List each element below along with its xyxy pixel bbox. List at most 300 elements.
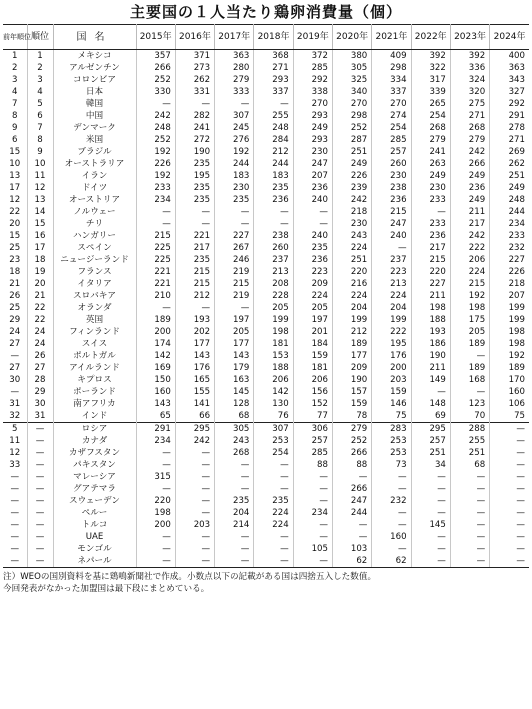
table-row <box>3 507 529 519</box>
table-row <box>3 519 529 531</box>
value-cell: 363 <box>215 50 254 63</box>
value-cell: 227 <box>215 230 254 242</box>
country-cell: スロバキア <box>53 290 136 302</box>
value-cell: 214 <box>215 519 254 531</box>
value-cell: — <box>175 302 214 314</box>
table-row <box>3 194 529 206</box>
value-cell: 68 <box>450 459 489 471</box>
value-cell: 280 <box>215 62 254 74</box>
value-cell: 251 <box>411 447 450 459</box>
value-cell: 247 <box>293 158 332 170</box>
value-cell: 77 <box>293 410 332 423</box>
value-cell: 177 <box>175 338 214 350</box>
value-cell: 298 <box>372 62 411 74</box>
value-cell: 284 <box>254 134 293 146</box>
prev-rank-cell: 10 <box>3 158 27 170</box>
table-row <box>3 447 529 459</box>
table-header-row <box>3 25 529 50</box>
value-cell: 409 <box>372 50 411 63</box>
prev-rank-cell: 31 <box>3 398 27 410</box>
value-cell: 227 <box>411 278 450 290</box>
country-cell: デンマーク <box>53 122 136 134</box>
country-cell: 英国 <box>53 314 136 326</box>
value-cell: 160 <box>136 386 175 398</box>
prev-rank-cell: — <box>3 555 27 568</box>
table-row <box>3 98 529 110</box>
value-cell: 266 <box>332 483 371 495</box>
value-cell: 306 <box>293 423 332 436</box>
rank-cell: 3 <box>27 74 53 86</box>
country-cell: ドイツ <box>53 182 136 194</box>
rank-cell: — <box>27 555 53 568</box>
value-cell: 283 <box>372 423 411 436</box>
rank-cell: — <box>27 483 53 495</box>
prev-rank-cell: 7 <box>3 98 27 110</box>
value-cell: 189 <box>332 338 371 350</box>
value-cell: 213 <box>372 278 411 290</box>
value-cell: 241 <box>175 122 214 134</box>
value-cell: 285 <box>293 62 332 74</box>
rank-cell: 12 <box>27 182 53 194</box>
prev-rank-cell: 27 <box>3 362 27 374</box>
value-cell: 338 <box>293 86 332 98</box>
table-row <box>3 410 529 423</box>
value-cell: 202 <box>175 326 214 338</box>
value-cell: 243 <box>332 230 371 242</box>
value-cell: 65 <box>136 410 175 423</box>
value-cell: 211 <box>450 206 489 218</box>
value-cell: 265 <box>411 98 450 110</box>
value-cell: 320 <box>450 86 489 98</box>
value-cell: 252 <box>332 435 371 447</box>
prev-rank-cell: 13 <box>3 170 27 182</box>
value-cell: 218 <box>332 206 371 218</box>
value-cell: 199 <box>508 315 525 325</box>
rank-cell: 18 <box>27 254 53 266</box>
value-cell: 215 <box>215 278 254 290</box>
value-cell: 170 <box>508 375 525 385</box>
value-cell: 189 <box>450 362 489 374</box>
value-cell: 266 <box>332 447 371 459</box>
value-cell: 146 <box>372 398 411 410</box>
value-cell: 204 <box>332 302 371 314</box>
value-cell: — <box>215 302 254 314</box>
value-cell: 215 <box>175 266 214 278</box>
value-cell: 257 <box>411 435 450 447</box>
country-cell: ポーランド <box>53 386 136 398</box>
value-cell: 236 <box>254 194 293 206</box>
value-cell: 234 <box>293 507 332 519</box>
value-cell: 238 <box>254 230 293 242</box>
prev-rank-cell: 9 <box>3 122 27 134</box>
country-cell: トルコ <box>53 519 136 531</box>
value-cell: 203 <box>372 374 411 386</box>
value-cell: 217 <box>450 218 489 230</box>
prev-rank-cell: 6 <box>3 134 27 146</box>
value-cell: 198 <box>508 327 525 337</box>
value-cell: — <box>293 206 332 218</box>
value-cell: — <box>215 98 254 110</box>
value-cell: 242 <box>450 146 489 158</box>
value-cell: 240 <box>372 230 411 242</box>
value-cell: 224 <box>254 519 293 531</box>
table-row <box>3 62 529 74</box>
table-row <box>3 182 529 194</box>
value-cell: 205 <box>450 326 489 338</box>
table-row <box>3 266 529 278</box>
header-year: 2016年 <box>175 25 214 50</box>
value-cell: 252 <box>136 74 175 86</box>
value-cell: 206 <box>293 374 332 386</box>
value-cell: 252 <box>332 122 371 134</box>
value-cell: — <box>215 218 254 230</box>
table-row <box>3 495 529 507</box>
table-row <box>3 362 529 374</box>
value-cell: — <box>254 206 293 218</box>
value-cell: 253 <box>372 447 411 459</box>
value-cell: 279 <box>450 134 489 146</box>
prev-rank-cell: 5 <box>3 423 27 436</box>
value-cell: 251 <box>450 447 489 459</box>
value-cell: — <box>175 98 214 110</box>
value-cell: 192 <box>136 146 175 158</box>
value-cell: — <box>516 496 525 506</box>
value-cell: 245 <box>215 122 254 134</box>
country-cell: スウェーデン <box>53 495 136 507</box>
value-cell: 270 <box>293 98 332 110</box>
value-cell: 254 <box>411 110 450 122</box>
value-cell: 276 <box>215 134 254 146</box>
value-cell: 163 <box>215 374 254 386</box>
value-cell: 372 <box>293 50 332 63</box>
header-year: 2020年 <box>332 25 371 50</box>
value-cell: 254 <box>372 122 411 134</box>
country-cell: オーストラリア <box>53 158 136 170</box>
value-cell: 198 <box>136 507 175 519</box>
table-row <box>3 483 529 495</box>
table-row <box>3 110 529 122</box>
value-cell: 221 <box>136 266 175 278</box>
country-cell: 日本 <box>53 86 136 98</box>
value-cell: 176 <box>175 362 214 374</box>
prev-rank-cell: — <box>3 471 27 483</box>
header-year: 2023年 <box>450 25 489 50</box>
value-cell: 236 <box>411 230 450 242</box>
value-cell: 249 <box>411 170 450 182</box>
value-cell: 153 <box>254 350 293 362</box>
value-cell: — <box>516 544 525 554</box>
prev-rank-cell: 4 <box>3 86 27 98</box>
value-cell: 255 <box>254 110 293 122</box>
value-cell: 230 <box>215 182 254 194</box>
value-cell: — <box>516 460 525 470</box>
value-cell: 211 <box>411 362 450 374</box>
value-cell: 285 <box>372 134 411 146</box>
country-cell: アイルランド <box>53 362 136 374</box>
value-cell: 307 <box>254 423 293 436</box>
value-cell: 241 <box>411 146 450 158</box>
country-cell: マレーシア <box>53 471 136 483</box>
value-cell: 248 <box>508 195 525 205</box>
rank-cell: — <box>27 519 53 531</box>
value-cell: 333 <box>215 86 254 98</box>
value-cell: 400 <box>508 51 525 61</box>
value-cell: — <box>450 531 489 543</box>
value-cell: 205 <box>293 302 332 314</box>
value-cell: 157 <box>332 386 371 398</box>
rank-cell: 7 <box>27 122 53 134</box>
value-cell: — <box>332 519 371 531</box>
value-cell: 343 <box>508 75 525 85</box>
value-cell: 198 <box>411 302 450 314</box>
value-cell: 215 <box>175 278 214 290</box>
value-cell: 232 <box>508 243 525 253</box>
value-cell: — <box>450 507 489 519</box>
value-cell: — <box>254 543 293 555</box>
value-cell: 199 <box>372 314 411 326</box>
value-cell: 198 <box>450 302 489 314</box>
value-cell: 192 <box>508 351 525 361</box>
prev-rank-cell: 3 <box>3 74 27 86</box>
value-cell: 305 <box>215 423 254 436</box>
value-cell: 337 <box>372 86 411 98</box>
value-cell: 220 <box>136 495 175 507</box>
value-cell: 105 <box>293 543 332 555</box>
country-cell: フランス <box>53 266 136 278</box>
value-cell: — <box>293 531 332 543</box>
prev-rank-cell: 1 <box>3 50 27 63</box>
value-cell: 223 <box>293 266 332 278</box>
prev-rank-cell: 29 <box>3 314 27 326</box>
value-cell: — <box>516 472 525 482</box>
value-cell: — <box>516 448 525 458</box>
prev-rank-cell: 22 <box>3 206 27 218</box>
value-cell: 357 <box>136 50 175 63</box>
country-cell: ポルトガル <box>53 350 136 362</box>
rank-cell: 26 <box>27 350 53 362</box>
value-cell: 249 <box>450 170 489 182</box>
value-cell: 380 <box>332 50 371 63</box>
value-cell: 254 <box>254 447 293 459</box>
value-cell: 184 <box>293 338 332 350</box>
value-cell: 234 <box>508 219 525 229</box>
value-cell: 260 <box>372 158 411 170</box>
value-cell: 216 <box>332 278 371 290</box>
value-cell: 274 <box>372 110 411 122</box>
rank-cell: 30 <box>27 398 53 410</box>
country-cell: キプロス <box>53 374 136 386</box>
value-cell: 128 <box>215 398 254 410</box>
header-country: 国名 <box>53 25 136 50</box>
value-cell: 242 <box>450 230 489 242</box>
value-cell: 251 <box>332 146 371 158</box>
value-cell: — <box>136 531 175 543</box>
value-cell: 262 <box>508 159 525 169</box>
value-cell: 222 <box>450 242 489 254</box>
value-cell: — <box>293 483 332 495</box>
value-cell: 295 <box>411 423 450 436</box>
value-cell: 142 <box>136 350 175 362</box>
rank-cell: 1 <box>27 50 53 63</box>
prev-rank-cell: — <box>3 543 27 555</box>
prev-rank-cell: 12 <box>3 194 27 206</box>
value-cell: 177 <box>332 350 371 362</box>
value-cell: 293 <box>254 74 293 86</box>
value-cell: 217 <box>411 242 450 254</box>
value-cell: 234 <box>136 194 175 206</box>
value-cell: 149 <box>411 374 450 386</box>
country-cell: 南アフリカ <box>53 398 136 410</box>
value-cell: — <box>215 531 254 543</box>
value-cell: 324 <box>450 74 489 86</box>
value-cell: 336 <box>450 62 489 74</box>
country-cell: ニュージーランド <box>53 254 136 266</box>
rank-cell: 13 <box>27 194 53 206</box>
table-row <box>3 471 529 483</box>
value-cell: — <box>411 206 450 218</box>
value-cell: 236 <box>293 182 332 194</box>
value-cell: 236 <box>293 254 332 266</box>
table-row <box>3 314 529 326</box>
value-cell: 143 <box>215 350 254 362</box>
value-cell: 295 <box>175 423 214 436</box>
value-cell: 143 <box>175 350 214 362</box>
country-cell: カナダ <box>53 435 136 447</box>
value-cell: — <box>516 508 525 518</box>
value-cell: 233 <box>411 194 450 206</box>
value-cell: 159 <box>293 350 332 362</box>
rank-cell: 8 <box>27 134 53 146</box>
value-cell: — <box>293 555 332 568</box>
value-cell: 230 <box>332 218 371 230</box>
value-cell: 232 <box>372 495 411 507</box>
table-row <box>3 134 529 146</box>
value-cell: 392 <box>411 50 450 63</box>
value-cell: 62 <box>332 555 371 568</box>
table-row <box>3 86 529 98</box>
value-cell: 179 <box>215 362 254 374</box>
value-cell: 268 <box>411 122 450 134</box>
value-cell: 211 <box>411 290 450 302</box>
rank-cell: 28 <box>27 374 53 386</box>
value-cell: — <box>372 242 411 254</box>
country-cell: アルゼンチン <box>53 62 136 74</box>
value-cell: 197 <box>215 314 254 326</box>
value-cell: — <box>411 495 450 507</box>
country-cell: オーストリア <box>53 194 136 206</box>
country-cell: イタリア <box>53 278 136 290</box>
value-cell: — <box>411 483 450 495</box>
value-cell: — <box>450 483 489 495</box>
value-cell: 266 <box>136 62 175 74</box>
value-cell: — <box>136 206 175 218</box>
country-cell: モンゴル <box>53 543 136 555</box>
value-cell: 145 <box>215 386 254 398</box>
value-cell: 68 <box>215 410 254 423</box>
value-cell: 106 <box>508 399 525 409</box>
value-cell: — <box>175 218 214 230</box>
value-cell: 292 <box>293 74 332 86</box>
prev-rank-cell: 15 <box>3 146 27 158</box>
table-row <box>3 350 529 362</box>
rank-cell: 2 <box>27 62 53 74</box>
value-cell: 205 <box>254 302 293 314</box>
value-cell: 247 <box>332 495 371 507</box>
value-cell: 230 <box>293 146 332 158</box>
value-cell: 204 <box>215 507 254 519</box>
table-body <box>3 50 529 568</box>
value-cell: — <box>411 386 450 398</box>
value-cell: 267 <box>215 242 254 254</box>
value-cell: 215 <box>450 278 489 290</box>
prev-rank-cell: — <box>3 483 27 495</box>
value-cell: 209 <box>293 278 332 290</box>
value-cell: 242 <box>175 435 214 447</box>
header-year: 2019年 <box>293 25 332 50</box>
value-cell: 235 <box>254 495 293 507</box>
rank-cell: 16 <box>27 230 53 242</box>
prev-rank-cell: 25 <box>3 302 27 314</box>
value-cell: 244 <box>254 158 293 170</box>
value-cell: 255 <box>450 435 489 447</box>
value-cell: 249 <box>332 158 371 170</box>
rank-cell: 6 <box>27 110 53 122</box>
rank-cell: 10 <box>27 158 53 170</box>
rank-cell: — <box>27 435 53 447</box>
value-cell: 271 <box>508 135 525 145</box>
value-cell: 220 <box>332 266 371 278</box>
value-cell: 371 <box>175 50 214 63</box>
value-cell: 193 <box>411 326 450 338</box>
value-cell: 257 <box>293 435 332 447</box>
value-cell: 270 <box>372 98 411 110</box>
rank-cell: 24 <box>27 326 53 338</box>
value-cell: 221 <box>136 278 175 290</box>
value-cell: 285 <box>293 447 332 459</box>
value-cell: 206 <box>450 254 489 266</box>
table-row <box>3 459 529 471</box>
country-cell: メキシコ <box>53 50 136 63</box>
value-cell: 235 <box>175 254 214 266</box>
table-row <box>3 146 529 158</box>
value-cell: — <box>215 543 254 555</box>
value-cell: — <box>254 218 293 230</box>
value-cell: 193 <box>175 314 214 326</box>
value-cell: — <box>175 471 214 483</box>
value-cell: — <box>450 543 489 555</box>
value-cell: 219 <box>215 266 254 278</box>
value-cell: 327 <box>508 87 525 97</box>
value-cell: 368 <box>254 50 293 63</box>
value-cell: 169 <box>136 362 175 374</box>
rank-cell: 27 <box>27 362 53 374</box>
table-row <box>3 278 529 290</box>
value-cell: 247 <box>372 218 411 230</box>
value-cell: 279 <box>332 423 371 436</box>
header-year: 2022年 <box>411 25 450 50</box>
value-cell: — <box>516 520 525 530</box>
value-cell: 235 <box>175 194 214 206</box>
value-cell: 192 <box>215 146 254 158</box>
value-cell: 159 <box>372 386 411 398</box>
header-year: 2021年 <box>372 25 411 50</box>
value-cell: — <box>516 436 525 446</box>
prev-rank-cell: 2 <box>3 62 27 74</box>
value-cell: 305 <box>332 62 371 74</box>
value-cell: — <box>136 218 175 230</box>
value-cell: 269 <box>508 147 525 157</box>
value-cell: 200 <box>372 362 411 374</box>
